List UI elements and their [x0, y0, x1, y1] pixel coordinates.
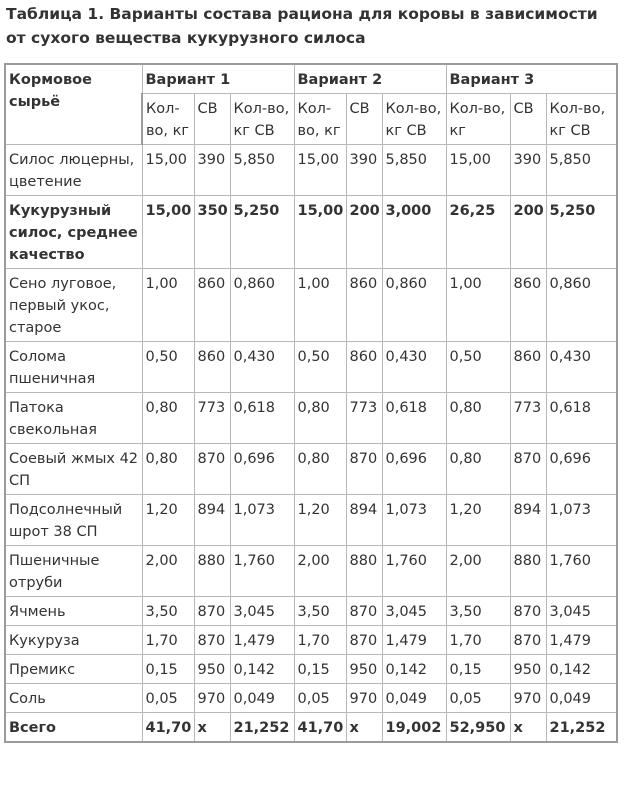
value-cell: 2,00	[294, 546, 346, 597]
value-cell: 894	[510, 495, 546, 546]
value-cell: 1,073	[546, 495, 617, 546]
header-row	[5, 64, 617, 94]
feed-name-cell: Кукурузный силос, среднее качество	[5, 196, 142, 269]
value-cell: 21,252	[546, 713, 617, 743]
table-row	[5, 713, 617, 743]
value-cell: 0,50	[142, 342, 194, 393]
value-cell: 0,05	[142, 684, 194, 713]
value-cell: 0,80	[142, 393, 194, 444]
value-cell: 870	[510, 597, 546, 626]
value-cell: х	[510, 713, 546, 743]
value-cell: 5,850	[382, 145, 446, 196]
feed-name-cell: Соевый жмых 42 СП	[5, 444, 142, 495]
value-cell: 773	[194, 393, 230, 444]
value-cell: 970	[194, 684, 230, 713]
value-cell: 0,860	[382, 269, 446, 342]
subheader-qty-dm: Кол-во, кг СВ	[230, 94, 294, 145]
value-cell: 15,00	[142, 145, 194, 196]
value-cell: 21,252	[230, 713, 294, 743]
value-cell: 1,70	[446, 626, 510, 655]
value-cell: 870	[346, 444, 382, 495]
value-cell: 5,250	[230, 196, 294, 269]
subheader-dm: СВ	[510, 94, 546, 145]
subheader-qty-dm: Кол-во, кг СВ	[546, 94, 617, 145]
value-cell: 1,20	[142, 495, 194, 546]
feed-name-cell: Кукуруза	[5, 626, 142, 655]
value-cell: 0,618	[546, 393, 617, 444]
value-cell: 0,696	[546, 444, 617, 495]
table-row	[5, 393, 617, 444]
value-cell: 870	[194, 626, 230, 655]
variant-1-header: Вариант 1	[142, 64, 294, 94]
value-cell: 0,50	[446, 342, 510, 393]
table-row	[5, 145, 617, 196]
value-cell: 0,142	[546, 655, 617, 684]
value-cell: 15,00	[294, 196, 346, 269]
value-cell: 15,00	[446, 145, 510, 196]
value-cell: 0,049	[230, 684, 294, 713]
value-cell: 0,50	[294, 342, 346, 393]
value-cell: 0,860	[546, 269, 617, 342]
value-cell: 3,50	[294, 597, 346, 626]
value-cell: 19,002	[382, 713, 446, 743]
value-cell: 970	[510, 684, 546, 713]
value-cell: 0,618	[230, 393, 294, 444]
value-cell: 3,000	[382, 196, 446, 269]
value-cell: 41,70	[294, 713, 346, 743]
table-row	[5, 495, 617, 546]
value-cell: 15,00	[142, 196, 194, 269]
value-cell: 2,00	[142, 546, 194, 597]
feed-name-cell: Премикс	[5, 655, 142, 684]
value-cell: 870	[510, 444, 546, 495]
feed-name-cell: Подсолнечный шрот 38 СП	[5, 495, 142, 546]
value-cell: 1,20	[294, 495, 346, 546]
table-row	[5, 196, 617, 269]
value-cell: 1,00	[446, 269, 510, 342]
value-cell: 0,618	[382, 393, 446, 444]
value-cell: 0,05	[446, 684, 510, 713]
value-cell: 950	[510, 655, 546, 684]
subheader-qty-dm: Кол-во, кг СВ	[382, 94, 446, 145]
value-cell: 950	[346, 655, 382, 684]
value-cell: 0,049	[382, 684, 446, 713]
subheader-qty: Кол-во, кг	[446, 94, 510, 145]
value-cell: 15,00	[294, 145, 346, 196]
value-cell: 0,430	[382, 342, 446, 393]
variant-3-header: Вариант 3	[446, 64, 617, 94]
value-cell: 894	[346, 495, 382, 546]
value-cell: 0,049	[546, 684, 617, 713]
value-cell: 870	[194, 444, 230, 495]
value-cell: 0,142	[230, 655, 294, 684]
value-cell: 1,073	[382, 495, 446, 546]
value-cell: 3,50	[446, 597, 510, 626]
value-cell: 1,479	[230, 626, 294, 655]
value-cell: 860	[194, 269, 230, 342]
value-cell: 894	[194, 495, 230, 546]
value-cell: 0,430	[546, 342, 617, 393]
value-cell: 3,045	[230, 597, 294, 626]
value-cell: 860	[346, 342, 382, 393]
value-cell: 1,760	[230, 546, 294, 597]
value-cell: 1,00	[142, 269, 194, 342]
value-cell: 860	[510, 269, 546, 342]
value-cell: 773	[346, 393, 382, 444]
value-cell: 0,15	[446, 655, 510, 684]
value-cell: 3,50	[142, 597, 194, 626]
value-cell: 880	[346, 546, 382, 597]
table-row	[5, 626, 617, 655]
value-cell: 1,479	[546, 626, 617, 655]
value-cell: 390	[346, 145, 382, 196]
feed-name-cell: Сено луговое, первый укос, старое	[5, 269, 142, 342]
subheader-qty: Кол-во, кг	[142, 94, 194, 145]
value-cell: 1,70	[294, 626, 346, 655]
value-cell: 1,20	[446, 495, 510, 546]
value-cell: 390	[510, 145, 546, 196]
table-row	[5, 684, 617, 713]
value-cell: 200	[510, 196, 546, 269]
feed-name-cell: Пшеничные отруби	[5, 546, 142, 597]
value-cell: 26,25	[446, 196, 510, 269]
feed-name-cell: Всего	[5, 713, 142, 743]
value-cell: 1,073	[230, 495, 294, 546]
value-cell: 200	[346, 196, 382, 269]
value-cell: 880	[194, 546, 230, 597]
variant-2-header: Вариант 2	[294, 64, 446, 94]
value-cell: х	[194, 713, 230, 743]
value-cell: 870	[346, 597, 382, 626]
value-cell: х	[346, 713, 382, 743]
table-row	[5, 546, 617, 597]
feed-name-cell: Солома пшеничная	[5, 342, 142, 393]
value-cell: 1,760	[546, 546, 617, 597]
value-cell: 870	[346, 626, 382, 655]
value-cell: 1,479	[382, 626, 446, 655]
value-cell: 870	[510, 626, 546, 655]
value-cell: 0,80	[446, 444, 510, 495]
value-cell: 950	[194, 655, 230, 684]
value-cell: 3,045	[546, 597, 617, 626]
value-cell: 0,15	[142, 655, 194, 684]
value-cell: 41,70	[142, 713, 194, 743]
value-cell: 5,850	[230, 145, 294, 196]
feed-name-cell: Патока свекольная	[5, 393, 142, 444]
value-cell: 52,950	[446, 713, 510, 743]
value-cell: 0,80	[294, 444, 346, 495]
value-cell: 1,00	[294, 269, 346, 342]
ration-table	[4, 63, 618, 743]
table-row	[5, 655, 617, 684]
table-row	[5, 269, 617, 342]
value-cell: 870	[194, 597, 230, 626]
value-cell: 970	[346, 684, 382, 713]
table-row	[5, 444, 617, 495]
value-cell: 0,05	[294, 684, 346, 713]
value-cell: 1,760	[382, 546, 446, 597]
value-cell: 860	[346, 269, 382, 342]
value-cell: 0,15	[294, 655, 346, 684]
value-cell: 5,850	[546, 145, 617, 196]
table-row	[5, 342, 617, 393]
feed-name-cell: Силос люцерны, цветение	[5, 145, 142, 196]
subheader-dm: СВ	[346, 94, 382, 145]
value-cell: 0,142	[382, 655, 446, 684]
subheader-qty: Кол-во, кг	[294, 94, 346, 145]
value-cell: 350	[194, 196, 230, 269]
value-cell: 0,80	[142, 444, 194, 495]
value-cell: 0,696	[382, 444, 446, 495]
value-cell: 390	[194, 145, 230, 196]
value-cell: 0,696	[230, 444, 294, 495]
table-caption: Таблица 1. Варианты состава рациона для коровы в зависимости от сухого вещества кукурузного силоса	[6, 5, 598, 47]
feed-name-cell: Ячмень	[5, 597, 142, 626]
subheader-dm: СВ	[194, 94, 230, 145]
value-cell: 2,00	[446, 546, 510, 597]
value-cell: 0,80	[446, 393, 510, 444]
value-cell: 1,70	[142, 626, 194, 655]
value-cell: 773	[510, 393, 546, 444]
feed-name-cell: Соль	[5, 684, 142, 713]
value-cell: 0,860	[230, 269, 294, 342]
value-cell: 3,045	[382, 597, 446, 626]
table-row	[5, 597, 617, 626]
feed-header: Кормовое сырьё	[5, 64, 142, 145]
value-cell: 880	[510, 546, 546, 597]
value-cell: 860	[510, 342, 546, 393]
value-cell: 5,250	[546, 196, 617, 269]
value-cell: 860	[194, 342, 230, 393]
value-cell: 0,430	[230, 342, 294, 393]
value-cell: 0,80	[294, 393, 346, 444]
